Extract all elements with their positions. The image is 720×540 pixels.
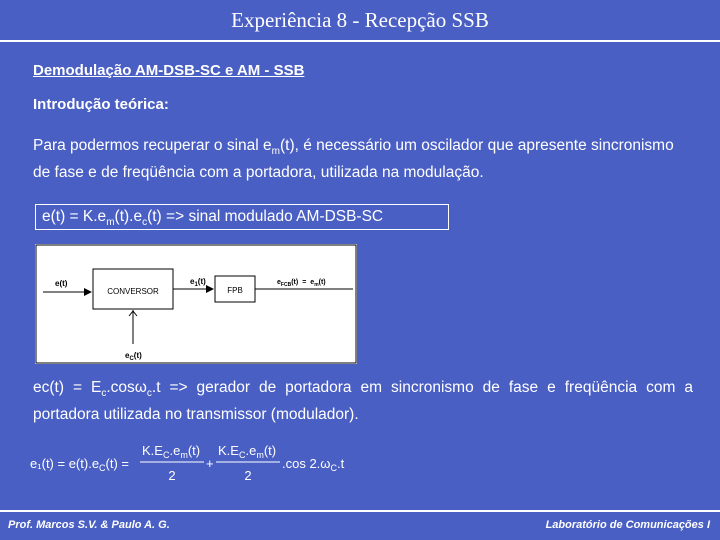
formula-num1: $K.E_C.e_m(t)$ <box>142 443 201 460</box>
diagram-input-label: e(t) <box>55 279 68 288</box>
p2-c: .t => gerador de portadora em sincronismo de fase e freqüência com a portadora utilizada no transmissor (modulador). <box>33 379 693 424</box>
modulated-signal-equation <box>35 204 449 230</box>
p2-sub1: c <box>101 388 107 400</box>
output-label: $e_{FCB}(t) = e_m(t)$ <box>277 279 326 288</box>
carrier-paragraph <box>33 377 693 425</box>
eq-sub1: m <box>106 217 115 229</box>
eq-a: e(t) = K.e <box>42 208 107 225</box>
formula-den2: 2 <box>244 468 252 483</box>
formula-cos: .cos $2.\omega_C.t$ <box>282 456 345 473</box>
para1-text-a: Para podermos recuperar o sinal e <box>33 137 272 154</box>
footer-lab: Laboratório de Comunicações I <box>545 519 710 531</box>
intro-label: Introdução teórica: <box>33 96 169 113</box>
p2-sub2: c <box>146 388 152 400</box>
carrier-label: $e_C(t)$ <box>125 351 142 362</box>
eq-b: (t).e <box>114 208 143 225</box>
p2-a: ec(t) = E <box>33 379 102 396</box>
section-heading: Demodulação AM-DSB-SC e AM - SSB <box>33 62 305 79</box>
formula-plus: + <box>206 456 214 471</box>
formula-num2: $K.E_C.e_m(t)$ <box>218 443 277 460</box>
formula-lhs: $e_1(t) = e(t).e_C(t)$ = <box>30 456 130 473</box>
out1-label: $e_1(t)$ <box>190 277 206 288</box>
converter-label: CONVERSOR <box>107 287 159 296</box>
top-divider <box>0 40 720 42</box>
lpf-label: FPB <box>227 286 243 295</box>
demod-formula <box>30 440 355 490</box>
page-title: Experiência 8 - Recepção SSB <box>231 8 489 32</box>
para1-text-b: (t), é necessário um oscilador que apresente sincronismo de fase e de freqüência com a portadora, utilizada na modulação. <box>33 137 674 182</box>
block-diagram <box>35 244 357 364</box>
eq-sub2: c <box>142 217 148 229</box>
p2-b: .cos <box>106 379 135 396</box>
para1-sub: m <box>271 146 280 158</box>
eq-c: (t) => sinal modulado AM-DSB-SC <box>147 208 384 225</box>
intro-paragraph <box>33 135 688 183</box>
footer-authors: Prof. Marcos S.V. & Paulo A. G. <box>8 519 170 531</box>
p2-omega: ω <box>134 379 147 396</box>
bottom-divider <box>0 510 720 512</box>
formula-den1: 2 <box>168 468 176 483</box>
